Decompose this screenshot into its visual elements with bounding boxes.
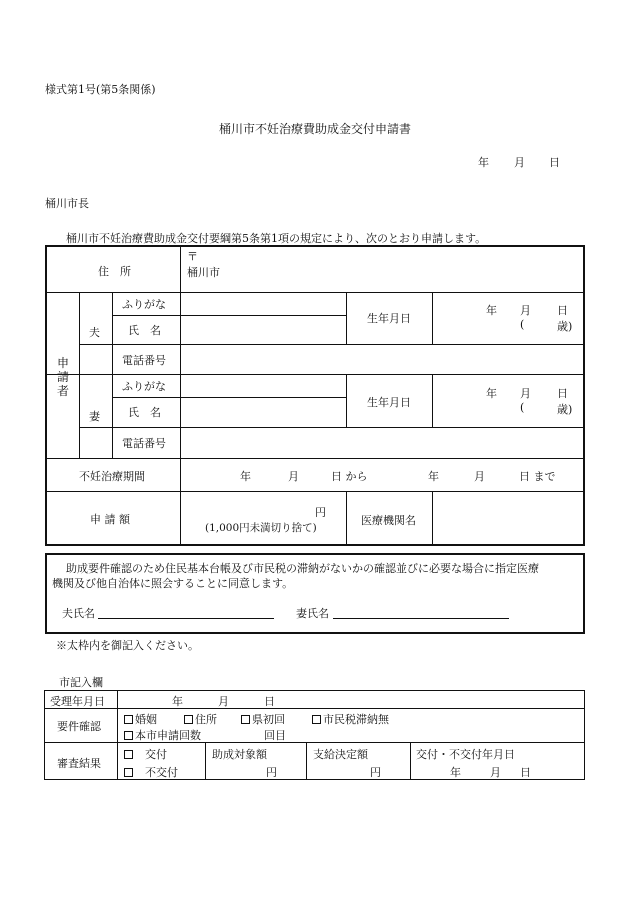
wife-birth-month[interactable]: 月 (520, 387, 531, 400)
date-year[interactable]: 年 (478, 156, 489, 169)
application-count-unit[interactable]: 回目 (264, 729, 286, 742)
wife-birth-year[interactable]: 年 (486, 387, 497, 400)
decision-year[interactable]: 年 (450, 766, 461, 779)
review-no-grant[interactable]: 不交付 (124, 764, 178, 780)
check-first-prefecture[interactable]: 県初回 (241, 711, 285, 727)
checkbox-icon[interactable] (124, 750, 133, 759)
decision-date-label: 交付・不交付年月日 (416, 748, 515, 761)
requirements-label: 要件確認 (57, 720, 101, 733)
checkbox-icon[interactable] (124, 715, 133, 724)
decided-amount-unit[interactable]: 円 (370, 766, 381, 779)
received-day[interactable]: 日 (264, 695, 275, 708)
check-address[interactable]: 住所 (184, 711, 217, 727)
address-label: 住 所 (98, 265, 131, 278)
checkbox-icon[interactable] (124, 768, 133, 777)
wife-label: 妻 (89, 410, 100, 423)
husband-age-close[interactable]: 歳) (557, 320, 573, 333)
period-to-day[interactable]: 日 まで (519, 470, 556, 483)
wife-name-label: 氏 名 (128, 406, 161, 419)
review-result-label: 審査結果 (57, 757, 101, 770)
wife-furigana-label: ふりがな (122, 380, 166, 393)
husband-birth-month[interactable]: 月 (520, 304, 531, 317)
check-tax-arrears[interactable]: 市民税滞納無 (312, 711, 389, 727)
amount-label: 申 請 額 (90, 513, 130, 526)
period-from-month[interactable]: 月 (288, 470, 299, 483)
amount-unit[interactable]: 円 (315, 506, 326, 519)
amount-note: (1,000円未満切り捨て) (205, 522, 317, 534)
husband-phone-label: 電話番号 (122, 354, 166, 367)
period-to-year[interactable]: 年 (428, 470, 439, 483)
consent-text-line1: 助成要件確認のため住民基本台帳及び市民税の滞納がないかの確認並びに必要な場合に指定医療 (66, 562, 539, 575)
office-heading: 市記入欄 (59, 676, 103, 689)
date-day[interactable]: 日 (549, 156, 560, 169)
wife-phone-label: 電話番号 (122, 437, 166, 450)
husband-label: 夫 (89, 326, 100, 339)
wife-age-open: ( (520, 401, 525, 414)
fill-note: ※太枠内を御記入ください。 (56, 639, 199, 652)
hospital-label: 医療機関名 (361, 514, 416, 527)
target-amount-unit[interactable]: 円 (266, 766, 277, 779)
husband-birth-year[interactable]: 年 (486, 304, 497, 317)
period-to-month[interactable]: 月 (474, 470, 485, 483)
consent-text-line2: 機関及び他自治体に照会することに同意します。 (52, 577, 294, 590)
wife-signature-label: 妻氏名 (296, 607, 329, 620)
checkbox-icon[interactable] (312, 715, 321, 724)
husband-signature-line[interactable] (98, 618, 274, 619)
wife-age-close[interactable]: 歳) (557, 403, 573, 416)
checkbox-icon[interactable] (241, 715, 250, 724)
husband-name-label: 氏 名 (128, 324, 161, 337)
husband-age-open: ( (520, 318, 525, 331)
postal-mark: 〒 (187, 250, 198, 263)
addressee: 桶川市長 (45, 197, 89, 210)
checkbox-icon[interactable] (184, 715, 193, 724)
wife-birth-day[interactable]: 日 (557, 387, 568, 400)
check-application-count[interactable]: 本市申請回数 (124, 727, 201, 743)
wife-birthdate-label: 生年月日 (367, 396, 411, 409)
received-date-label: 受理年月日 (50, 695, 105, 708)
applicant-label: 申請者 (56, 356, 69, 398)
decision-day[interactable]: 日 (520, 766, 531, 779)
received-year[interactable]: 年 (172, 695, 183, 708)
page-title: 桶川市不妊治療費助成金交付申請書 (218, 122, 411, 136)
address-city[interactable]: 桶川市 (187, 266, 220, 279)
target-amount-label: 助成対象額 (212, 748, 267, 761)
date-month[interactable]: 月 (514, 156, 525, 169)
husband-birth-day[interactable]: 日 (557, 304, 568, 317)
period-from-year[interactable]: 年 (240, 470, 251, 483)
period-label: 不妊治療期間 (79, 470, 145, 483)
intro-text: 桶川市不妊治療費助成金交付要綱第5条第1項の規定により、次のとおり申請します。 (66, 232, 487, 245)
checkbox-icon[interactable] (124, 731, 133, 740)
check-marriage[interactable]: 婚姻 (124, 711, 157, 727)
decided-amount-label: 支給決定額 (313, 748, 368, 761)
review-grant[interactable]: 交付 (124, 746, 167, 762)
form-number: 様式第1号(第5条関係) (45, 83, 156, 96)
husband-signature-label: 夫氏名 (62, 607, 95, 620)
decision-month[interactable]: 月 (490, 766, 501, 779)
husband-birthdate-label: 生年月日 (367, 312, 411, 325)
received-month[interactable]: 月 (218, 695, 229, 708)
husband-furigana-label: ふりがな (122, 298, 166, 311)
wife-signature-line[interactable] (333, 618, 509, 619)
period-from-day[interactable]: 日 から (331, 470, 368, 483)
